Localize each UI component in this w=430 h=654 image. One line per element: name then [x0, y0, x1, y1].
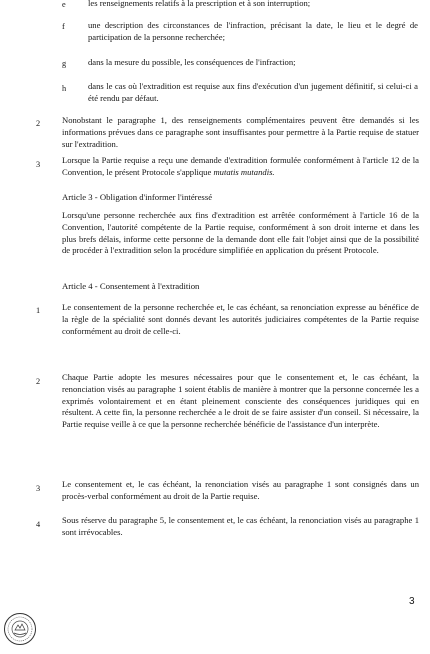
item-text: les renseignements relatifs à la prescription et à son interruption; [88, 0, 311, 8]
paragraph-text: Lorsque la Partie requise a reçu une demande d'extradition formulée conformément à l'article 12 de la Convention, le présent Protocole s'applique [62, 155, 419, 177]
paragraph-number: 1 [36, 306, 41, 315]
item-text: dans le cas où l'extradition est requise aux fins d'exécution d'un jugement définitif, si celui-ci a été rendu par défaut. [88, 81, 418, 103]
paragraph-number: 3 [36, 484, 41, 493]
paragraph-text: Sous réserve du paragraphe 5, le consentement et, le cas échéant, la renonciation visés au paragraphe 1 sont irrévocables. [62, 515, 419, 537]
paragraph-number: 2 [36, 119, 41, 128]
paragraph-text: Le consentement de la personne recherchée et, le cas échéant, sa renonciation expresse au bénéfice de la règle de la spécialité sont donnés devant les autorités judiciaires compétentes de la Partie requise conformément au droit de celle-ci. [62, 302, 419, 336]
paragraph-number: 3 [36, 160, 41, 169]
item-label: f [62, 22, 65, 31]
item-text: dans la mesure du possible, les conséquences de l'infraction; [88, 57, 296, 67]
page-number: 3 [409, 596, 415, 607]
paragraph-number: 4 [36, 520, 41, 529]
official-seal-icon [3, 612, 37, 646]
item-label: g [62, 59, 67, 68]
latin-phrase: mutatis mutandis. [213, 166, 275, 177]
article-heading: Article 4 - Consentement à l'extradition [62, 281, 200, 291]
paragraph-number: 2 [36, 377, 41, 386]
paragraph-text: Le consentement et, le cas échéant, la renonciation visés au paragraphe 1 sont consignés dans un procès-verbal conformément au droit de la Partie requise. [62, 479, 419, 501]
article-text: Lorsqu'une personne recherchée aux fins d'extradition est arrêtée conformément à l'article 16 de la Convention, l'autorité compétente de la Partie requise, conformément à son droit interne et dans les plus brefs délais, informe cette personne de la demande dont elle fait l'objet ainsi que de la possibilité de procéder à l'extradition selon la procédure simplifiée en application du présent Protocole. [62, 210, 419, 256]
article-heading: Article 3 - Obligation d'informer l'intéressé [62, 192, 213, 202]
item-text: une description des circonstances de l'infraction, précisant la date, le lieu et le degré de participation de la personne recherchée; [88, 20, 418, 42]
paragraph-text: Nonobstant le paragraphe 1, des renseignements complémentaires peuvent être demandés si les informations prévues dans ce paragraphe sont insuffisantes pour permettre à la Partie requise de statuer sur l'extradition. [62, 115, 419, 149]
paragraph-text: Chaque Partie adopte les mesures nécessaires pour que le consentement et, le cas échéant, la renonciation visés au paragraphe 1 soient établis de manière à montrer que la personne concernée les a exprimés volontairement et en étant pleinement consciente des conséquences juridiques qui en résultent. A cette fin, la personne recherchée a le droit de se faire assister d'un conseil. Si nécessaire, la Partie requise veille à ce que la personne recherchée bénéficie de l'assistance d'un interprète. [62, 372, 419, 430]
item-label: h [62, 84, 67, 93]
item-label: e [62, 0, 66, 9]
